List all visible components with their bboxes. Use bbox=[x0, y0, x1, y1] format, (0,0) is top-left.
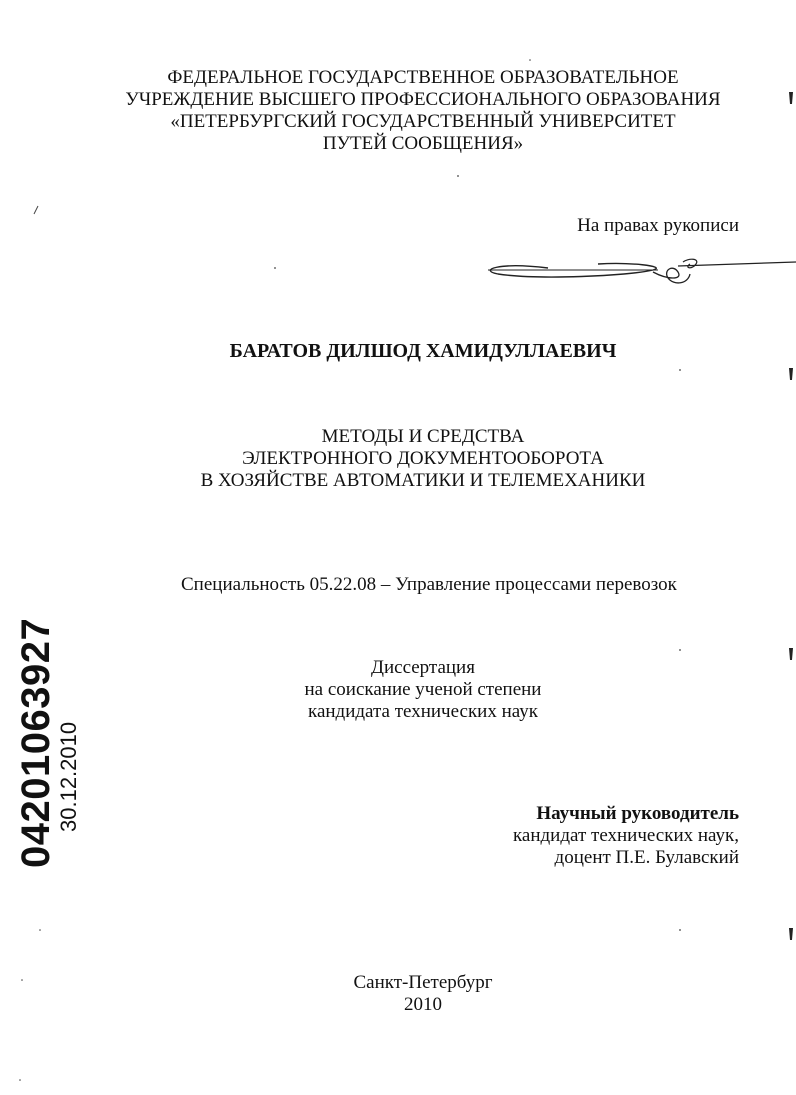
dissertation-line-1: Диссертация bbox=[371, 657, 475, 678]
year: 2010 bbox=[404, 994, 442, 1015]
manuscript-note: На правах рукописи bbox=[577, 215, 739, 236]
library-stamp-date: 30.12.2010 bbox=[56, 721, 81, 832]
institution-line-1: ФЕДЕРАЛЬНОЕ ГОСУДАРСТВЕННОЕ ОБРАЗОВАТЕЛЬНОЕ bbox=[167, 67, 679, 88]
title-line-3: В ХОЗЯЙСТВЕ АВТОМАТИКИ И ТЕЛЕМЕХАНИКИ bbox=[200, 470, 646, 491]
author-name: БАРАТОВ ДИЛШОД ХАМИДУЛЛАЕВИЧ bbox=[229, 340, 617, 362]
title-line-2: ЭЛЕКТРОННОГО ДОКУМЕНТООБОРОТА bbox=[242, 448, 604, 469]
specialty: Специальность 05.22.08 – Управление процессами перевозок bbox=[181, 574, 677, 595]
supervisor-degree: кандидат технических наук, bbox=[512, 825, 739, 846]
institution-line-2: УЧРЕЖДЕНИЕ ВЫСШЕГО ПРОФЕССИОНАЛЬНОГО ОБРАЗОВАНИЯ bbox=[125, 89, 721, 110]
city: Санкт-Петербург bbox=[353, 972, 493, 993]
institution-line-4: ПУТЕЙ СООБЩЕНИЯ» bbox=[322, 133, 524, 154]
supervisor-name: доцент П.Е. Булавский bbox=[554, 847, 739, 868]
title-line-1: МЕТОДЫ И СРЕДСТВА bbox=[321, 426, 525, 447]
dissertation-line-3: кандидата технических наук bbox=[308, 701, 538, 722]
institution-line-3: «ПЕТЕРБУРГСКИЙ ГОСУДАРСТВЕННЫЙ УНИВЕРСИТЕТ bbox=[170, 111, 676, 132]
dissertation-line-2: на соискание ученой степени bbox=[304, 679, 542, 700]
supervisor-label: Научный руководитель bbox=[536, 803, 739, 824]
stamp-number: 04201063927 bbox=[14, 617, 58, 868]
